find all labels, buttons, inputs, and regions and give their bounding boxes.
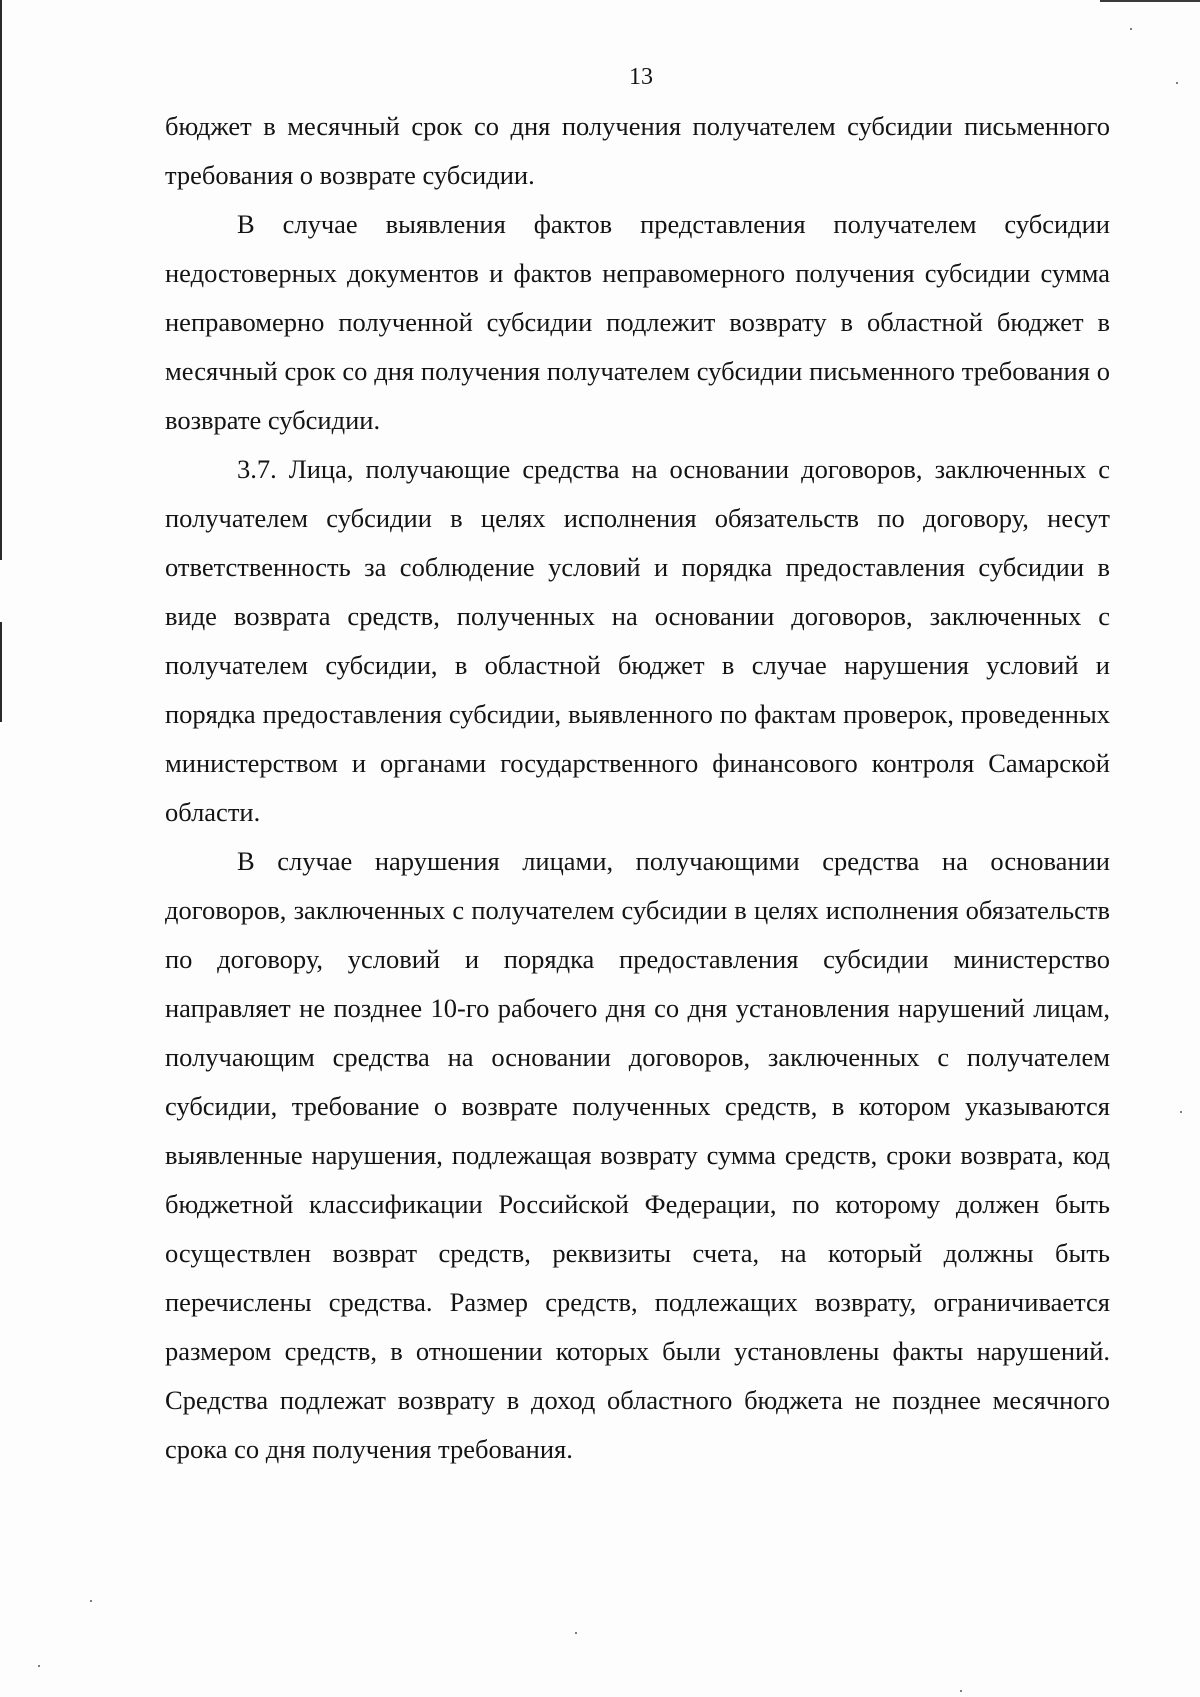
- paragraph-clause-3-7: 3.7. Лица, получающие средства на основании договоров, заключенных с получателем субсидии в целях исполнения обязательств по договору, несут ответственность за соблюдение условий и порядка предоставления субсидии в виде возврата средств, полученных на основании договоров, заключенных с получателем субсидии, в областной бюджет в случае нарушения условий и порядка предоставления субсидии, выявленного по фактам проверок, проведенных министерством и органами государственного финансового контроля Самарской области.: [165, 454, 1110, 827]
- paragraph: В случае нарушения лицами, получающими средства на основании договоров, заключенных с получателем субсидии в целях исполнения обязательств по договору, условий и порядка предоставления субсидии министерство направляет не позднее 10-го рабочего дня со дня установления нарушений лицам, получающим средства на основании договоров, заключенных с получателем субсидии, требование о возврате полученных средств, в котором указываются выявленные нарушения, подлежащая возврату сумма средств, сроки возврата, код бюджетной классификации Российской Федерации, по которому должен быть осуществлен возврат средств, реквизиты счета, на который должны быть перечислены средства. Размер средств, подлежащих возврату, ограничивается размером средств, в отношении которых были установлены факты нарушений. Средства подлежат возврату в доход областного бюджета не позднее месячного срока со дня получения требования.: [165, 846, 1110, 1464]
- scan-speck: [960, 1690, 962, 1692]
- document-body: [165, 102, 1110, 1474]
- scan-speck: [1176, 82, 1178, 84]
- paragraph: В случае выявления фактов представления получателем субсидии недостоверных документов и фактов неправомерного получения субсидии сумма неправомерно полученной субсидии подлежит возврату в областной бюджет в месячный срок со дня получения получателем субсидии письменного требования о возврате субсидии.: [165, 209, 1110, 435]
- paragraph-continuation: бюджет в месячный срок со дня получения получателем субсидии письменного требования о возврате субсидии.: [165, 111, 1110, 190]
- scan-speck: [1130, 28, 1132, 30]
- scan-edge-line: [0, 622, 2, 722]
- scan-speck: [38, 1665, 40, 1667]
- scan-speck: [575, 1632, 577, 1634]
- scan-speck: [90, 1600, 92, 1602]
- scan-speck: [1180, 1111, 1182, 1113]
- page-number: 13: [629, 64, 653, 90]
- scan-top-rule: [1100, 0, 1200, 2]
